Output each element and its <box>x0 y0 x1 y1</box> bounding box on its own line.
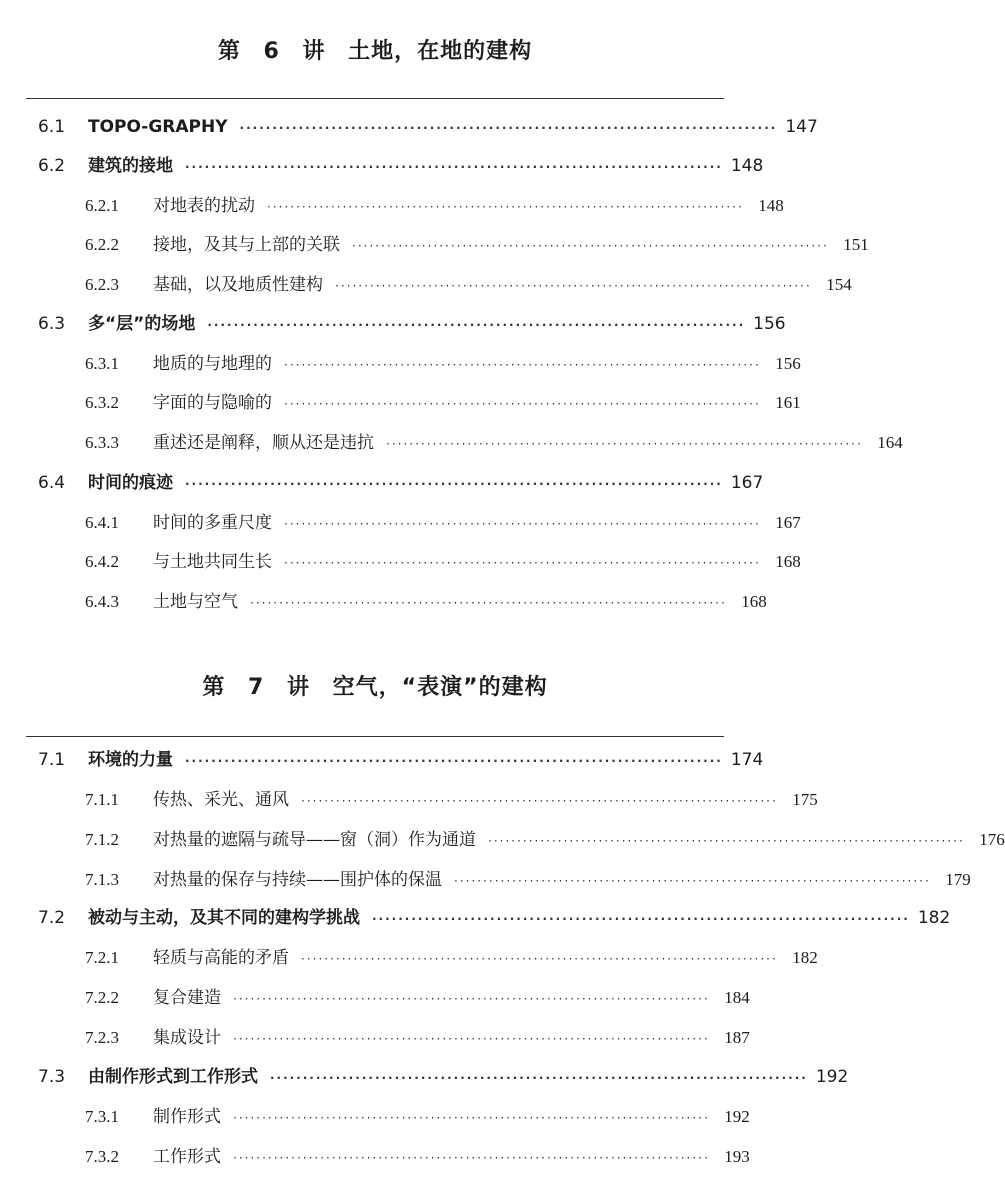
toc-entry-6-3-2[interactable] <box>85 385 801 421</box>
dot-leader: ·················································································· <box>386 437 863 451</box>
dot-leader: ·················································································· <box>207 318 746 332</box>
dot-leader: ·················································································· <box>284 397 761 411</box>
dot-leader: ·················································································· <box>233 1111 710 1125</box>
toc-entry-6-4[interactable] <box>38 465 764 501</box>
entry-number: 6.4.2 <box>85 552 119 571</box>
entry-number: 7.2.2 <box>85 988 119 1007</box>
entry-title: 复合建造 <box>153 988 221 1008</box>
entry-title: 集成设计 <box>153 1028 221 1048</box>
entry-title: 多“层”的场地 <box>88 314 196 334</box>
entry-number: 7.3.2 <box>85 1147 119 1166</box>
dot-leader: ·················································································· <box>352 239 829 253</box>
toc-entry-6-3-3[interactable] <box>85 425 903 461</box>
entry-title: 时间的痕迹 <box>88 473 173 493</box>
entry-page: 147 <box>785 117 818 137</box>
entry-page: 167 <box>730 473 764 493</box>
toc-entry-7-1[interactable] <box>38 742 764 778</box>
entry-number: 7.3 <box>38 1067 66 1087</box>
toc-entry-6-2-2[interactable] <box>85 227 869 263</box>
entry-page: 193 <box>724 1147 750 1166</box>
dot-leader: ·················································································· <box>284 517 761 531</box>
entry-title: 对热量的遮隔与疏导——窗（洞）作为通道 <box>153 830 476 850</box>
dot-leader: ·················································································· <box>233 1032 710 1046</box>
toc-entry-6-4-3[interactable] <box>85 584 767 620</box>
toc-entry-7-1-2[interactable] <box>85 822 1005 858</box>
entry-title: 环境的力量 <box>88 750 173 770</box>
entry-title: 制作形式 <box>153 1107 221 1127</box>
dot-leader: ·················································································· <box>239 121 778 135</box>
entry-page: 164 <box>877 433 903 452</box>
chapter-7-rule <box>26 736 724 737</box>
entry-title: 被动与主动，及其不同的建构学挑战 <box>88 908 360 928</box>
entry-number: 7.2.1 <box>85 948 119 967</box>
entry-title: 字面的与隐喻的 <box>153 393 272 413</box>
entry-title: 地质的与地理的 <box>153 354 272 374</box>
toc-entry-7-2-3[interactable] <box>85 1020 750 1056</box>
entry-title: 接地，及其与上部的关联 <box>153 235 340 255</box>
entry-title: 土地与空气 <box>153 592 238 612</box>
dot-leader: ·················································································· <box>284 358 761 372</box>
toc-entry-7-3-2[interactable] <box>85 1139 750 1175</box>
entry-number: 6.3.2 <box>85 393 119 412</box>
dot-leader: ·················································································· <box>454 874 931 888</box>
dot-leader: ·················································································· <box>372 912 910 926</box>
chapter-6-title: 第 6 讲 土地，在地的建构 <box>217 39 533 64</box>
entry-page: 175 <box>792 790 818 809</box>
entry-title: 对热量的保存与持续——围护体的保温 <box>153 870 442 890</box>
dot-leader: ·················································································· <box>185 477 723 491</box>
entry-title: 重述还是阐释，顺从还是违抗 <box>153 433 374 453</box>
entry-title: 工作形式 <box>153 1147 221 1167</box>
toc-entry-7-3-1[interactable] <box>85 1099 750 1135</box>
entry-page: 192 <box>815 1067 849 1087</box>
entry-page: 179 <box>945 870 971 889</box>
entry-number: 6.2.2 <box>85 235 119 254</box>
entry-number: 7.2.3 <box>85 1028 119 1047</box>
entry-page: 192 <box>724 1107 750 1126</box>
entry-page: 168 <box>775 552 801 571</box>
dot-leader: ·················································································· <box>267 200 744 214</box>
entry-number: 6.4 <box>38 473 66 493</box>
entry-number: 6.2 <box>38 156 66 176</box>
dot-leader: ·················································································· <box>250 596 727 610</box>
toc-entry-7-2-2[interactable] <box>85 980 750 1016</box>
toc-entry-6-3-1[interactable] <box>85 346 801 382</box>
entry-number: 6.4.3 <box>85 592 119 611</box>
entry-number: 7.1.2 <box>85 830 119 849</box>
entry-page: 156 <box>753 314 786 334</box>
dot-leader: ·················································································· <box>185 754 723 768</box>
dot-leader: ·················································································· <box>301 794 778 808</box>
entry-title: 传热、采光、通风 <box>153 790 289 810</box>
toc-entry-7-3[interactable] <box>38 1059 849 1095</box>
toc-entry-6-2[interactable] <box>38 148 764 184</box>
dot-leader: ·················································································· <box>233 1151 710 1165</box>
entry-number: 7.1 <box>38 750 66 770</box>
entry-number: 6.4.1 <box>85 513 119 532</box>
entry-number: 7.1.1 <box>85 790 119 809</box>
entry-title: 基础，以及地质性建构 <box>153 275 323 295</box>
entry-page: 161 <box>775 393 801 412</box>
entry-page: 182 <box>917 908 951 928</box>
entry-number: 6.3.3 <box>85 433 119 452</box>
entry-page: 187 <box>724 1028 750 1047</box>
entry-title: 对地表的扰动 <box>153 196 255 216</box>
entry-title: 由制作形式到工作形式 <box>88 1067 258 1087</box>
entry-number: 6.1 <box>38 117 66 137</box>
dot-leader: ·················································································· <box>301 952 778 966</box>
chapter-7-title: 第 7 讲 空气，“表演”的建构 <box>202 675 548 700</box>
toc-entry-7-2[interactable] <box>38 900 951 936</box>
chapter-6-rule <box>26 98 724 99</box>
toc-entry-6-3[interactable] <box>38 306 786 342</box>
entry-number: 6.2.3 <box>85 275 119 294</box>
entry-title: 时间的多重尺度 <box>153 513 272 533</box>
entry-page: 174 <box>730 750 764 770</box>
entry-title: 轻质与高能的矛盾 <box>153 948 289 968</box>
entry-page: 148 <box>758 196 784 215</box>
entry-number: 7.2 <box>38 908 66 928</box>
entry-page: 148 <box>730 156 764 176</box>
toc-entry-6-4-1[interactable] <box>85 505 801 541</box>
entry-page: 168 <box>741 592 767 611</box>
toc-entry-6-1[interactable] <box>38 109 818 145</box>
entry-page: 176 <box>979 830 1005 849</box>
dot-leader: ·················································································· <box>233 992 710 1006</box>
entry-page: 154 <box>826 275 852 294</box>
entry-page: 167 <box>775 513 801 532</box>
toc-entry-7-1-3[interactable] <box>85 862 971 898</box>
entry-page: 182 <box>792 948 818 967</box>
entry-number: 7.1.3 <box>85 870 119 889</box>
dot-leader: ·················································································· <box>488 834 965 848</box>
toc-entry-6-2-3[interactable] <box>85 267 852 303</box>
toc-entry-7-1-1[interactable] <box>85 782 818 818</box>
dot-leader: ·················································································· <box>335 279 812 293</box>
entry-page: 184 <box>724 988 750 1007</box>
toc-entry-6-2-1[interactable] <box>85 188 784 224</box>
entry-title: 与土地共同生长 <box>153 552 272 572</box>
dot-leader: ·················································································· <box>185 160 723 174</box>
entry-number: 6.3 <box>38 314 66 334</box>
entry-page: 151 <box>843 235 869 254</box>
entry-title: TOPO-GRAPHY <box>88 117 228 137</box>
dot-leader: ·················································································· <box>270 1071 808 1085</box>
entry-number: 6.2.1 <box>85 196 119 215</box>
toc-entry-7-2-1[interactable] <box>85 940 818 976</box>
entry-title: 建筑的接地 <box>88 156 173 176</box>
entry-number: 7.3.1 <box>85 1107 119 1126</box>
dot-leader: ·················································································· <box>284 556 761 570</box>
entry-number: 6.3.1 <box>85 354 119 373</box>
toc-entry-6-4-2[interactable] <box>85 544 801 580</box>
entry-page: 156 <box>775 354 801 373</box>
